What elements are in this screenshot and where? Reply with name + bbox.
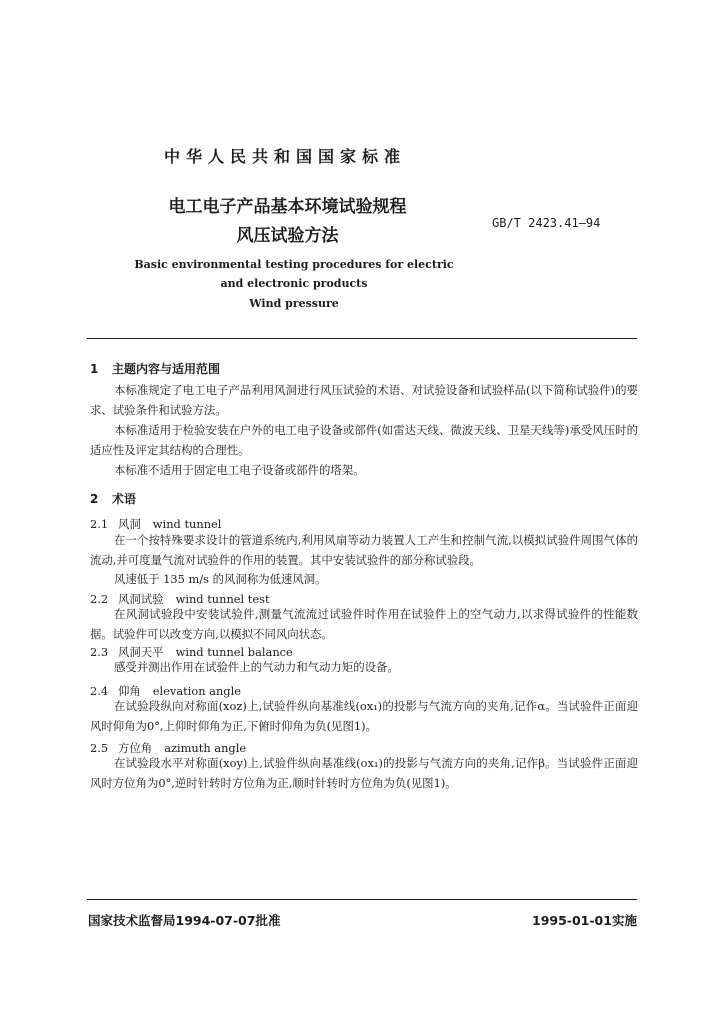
term-number: 2.2	[90, 592, 109, 606]
term-name-cn: 风洞试验	[118, 592, 164, 606]
document-title-en-line3: Wind pressure	[249, 297, 339, 310]
standard-name: 中华人民共和国国家标准	[163, 147, 406, 166]
term-2-3-definition: 感受并测出作用在试验件上的气动力和气动力矩的设备。	[114, 660, 399, 674]
term-number: 2.5	[90, 741, 109, 755]
section-2-heading	[90, 490, 136, 507]
term-name-en: wind tunnel test	[175, 592, 270, 606]
section-title: 主题内容与适用范围	[112, 362, 221, 376]
term-name-cn: 风洞天平	[118, 645, 164, 659]
term-2-1-heading	[90, 516, 221, 532]
term-2-1-definition: 在一个按特殊要求设计的管道系统内,利用风扇等动力装置人工产生和控制气流,以模拟试验件周围气体的流动,并可度量气流对试验件的作用的装置。其中安装试验件的部分称试验段。	[90, 533, 638, 567]
document-title-cn: 电工电子产品基本环境试验规程	[168, 197, 407, 217]
term-number: 2.3	[90, 645, 109, 659]
section-1-paragraph: 本标准适用于检验安装在户外的电工电子设备或部件(如雷达天线、微波天线、卫星天线等)承受风压时的适应性及评定其结构的合理性。	[90, 423, 638, 457]
document-subtitle-cn: 风压试验方法	[236, 226, 339, 246]
section-1-paragraph: 本标准规定了电工电子产品利用风洞进行风压试验的术语、对试验设备和试验样品(以下简称试验件)的要求、试验条件和试验方法。	[90, 383, 638, 417]
document-title-en-line2: and electronic products	[220, 277, 368, 290]
approval-line: 国家技术监督局1994-07-07批准	[88, 913, 281, 928]
term-2-1-note: 风速低于 135 m/s 的风洞称为低速风洞。	[114, 572, 327, 586]
standard-code: GB/T 2423.41—94	[492, 216, 601, 230]
term-2-5-definition: 在试验段水平对称面(xoy)上,试验件纵向基准线(ox₁)的投影与气流方向的夹角,记作β。当试验件正面迎风时方位角为0°,逆时针转时方位角为正,顺时针转时方位角为负(见图1)。	[90, 756, 638, 790]
term-2-2-definition: 在风洞试验段中安装试验件,测量气流流过试验件时作用在试验件上的空气动力,以求得试验件的性能数据。试验件可以改变方向,以模拟不同风向状态。	[90, 607, 638, 641]
term-name-cn: 方位角	[118, 741, 153, 755]
header-divider	[87, 338, 637, 339]
section-number: 1	[90, 362, 99, 376]
implementation-line: 1995-01-01实施	[532, 913, 637, 928]
term-name-en: elevation angle	[152, 684, 241, 698]
term-2-4-definition: 在试验段纵向对称面(xoz)上,试验件纵向基准线(ox₁)的投影与气流方向的夹角,记作α。当试验件正面迎风时仰角为0°,上仰时仰角为正,下俯时仰角为负(见图1)。	[90, 699, 638, 733]
section-1-paragraph: 本标准不适用于固定电工电子设备或部件的塔架。	[114, 463, 365, 477]
section-title: 术语	[112, 492, 137, 506]
footer-divider	[87, 899, 637, 900]
term-name-cn: 仰角	[118, 684, 141, 698]
section-number: 2	[90, 492, 99, 506]
term-name-en: azimuth angle	[164, 741, 247, 755]
document-title-en-line1: Basic environmental testing procedures for electric	[134, 258, 454, 271]
section-1-heading	[90, 360, 220, 377]
term-name-en: wind tunnel balance	[175, 645, 293, 659]
term-number: 2.4	[90, 684, 109, 698]
term-name-cn: 风洞	[118, 517, 141, 531]
term-number: 2.1	[90, 517, 109, 531]
term-name-en: wind tunnel	[152, 517, 222, 531]
